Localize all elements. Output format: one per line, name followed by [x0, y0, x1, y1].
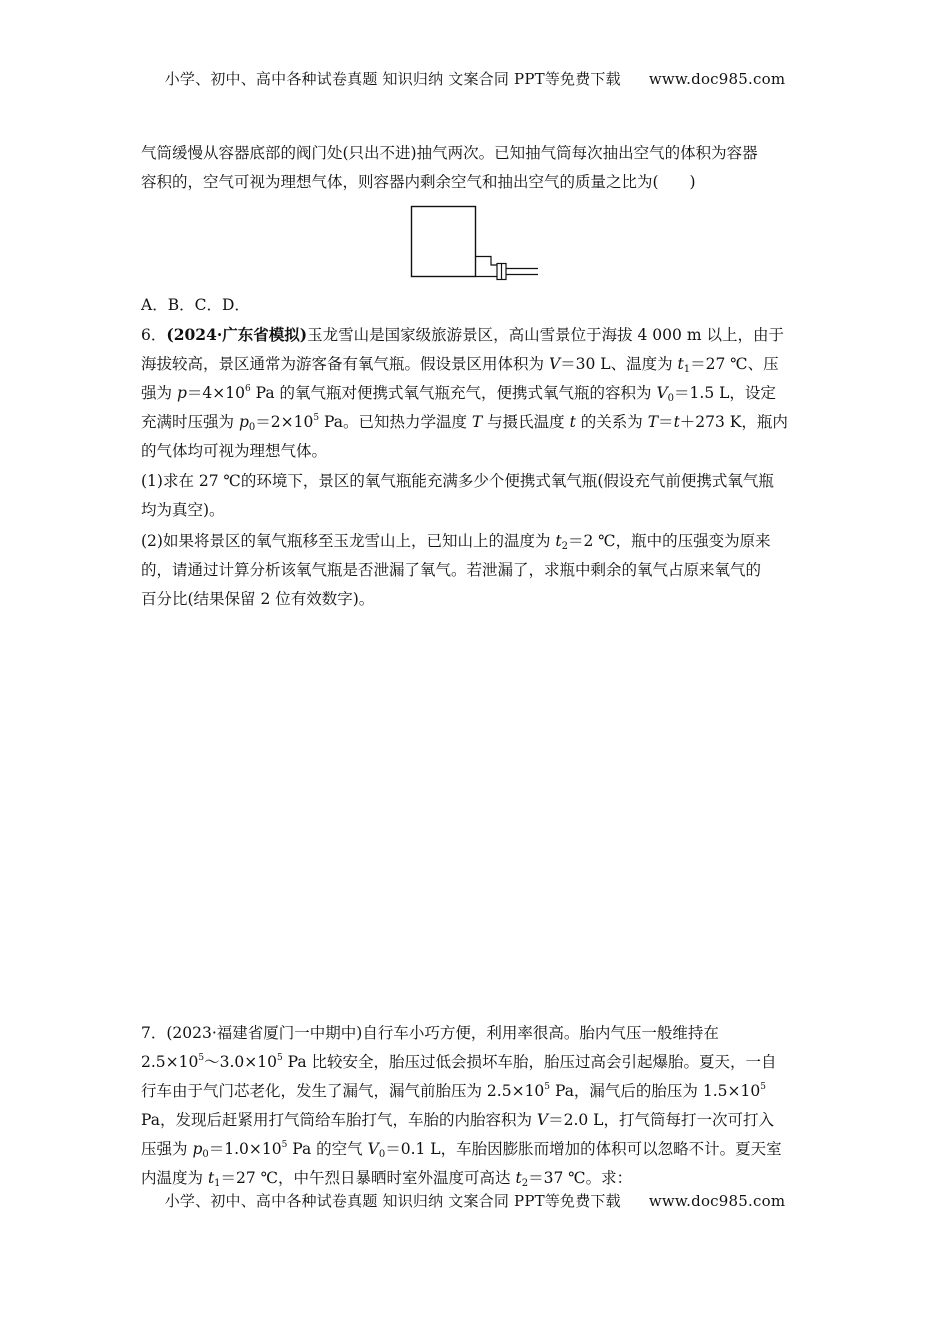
q6-sub2-line2: 的，请通过计算分析该氧气瓶是否泄漏了氧气。若泄漏了，求瓶中剩余的氧气占原来氧气的	[141, 561, 762, 579]
q7-line6: 内温度为 $t_1=27$ ℃，中午烈日暴晒时室外温度可高达 $t_2=37$ ℃。求：	[141, 1169, 633, 1189]
q5-line1: 气筒缓慢从容器底部的阀门处(只出不进)抽气两次。已知抽气筒每次抽出空气的体积为容器	[141, 144, 758, 162]
q6-sub1-line1: (1)求在 27 ℃的环境下，景区的氧气瓶能充满多少个便携式氧气瓶(假设充气前便携式氧气瓶	[141, 472, 774, 490]
q6-line2: 海拔较高，景区通常为游客备有氧气瓶。假设景区用体积为 V＝30 L、温度为 $t_1=27$ ℃、压	[141, 355, 779, 375]
q7-line1	[141, 1019, 813, 1047]
q5-options: A．B．C．D．	[141, 296, 250, 314]
q6-text: 玉龙雪山是国家级旅游景区，高山雪景位于海拔 4 000 m 以上，由于	[307, 326, 784, 344]
page-header	[0, 68, 950, 89]
container-diagram	[405, 200, 545, 282]
q5-line2: 容积的，空气可视为理想气体，则容器内剩余空气和抽出空气的质量之比为( )	[141, 173, 696, 191]
footer-site: www.doc985.com	[648, 1192, 786, 1210]
q6-sub1-line2: 均为真空)。	[141, 501, 225, 519]
q7-line4: Pa，发现后赶紧用打气筒给车胎打气，车胎的内胎容积为 V＝2.0 L，打气筒每打一次可打入	[141, 1111, 774, 1129]
q7-line3: 行车由于气门芯老化，发生了漏气，漏气前胎压为 $2.5\times 10^5$ Pa，漏气后的胎压为 $1.5\times 10^5$	[141, 1082, 766, 1100]
q6-line3: 强为 $p=4\times 10^6$ Pa 的氧气瓶对便携式氧气瓶充气，便携式氧气瓶的容积为 $V_0=1.5$ L，设定	[141, 384, 776, 404]
q6-line1	[141, 321, 813, 349]
q6-sub2-line1: (2)如果将景区的氧气瓶移至玉龙雪山上，已知山上的温度为 $t_2=2$ ℃，瓶中的压强变为原来	[141, 532, 771, 552]
header-text: 小学、初中、高中各种试卷真题 知识归纳 文案合同 PPT等免费下载	[164, 70, 621, 88]
q6-source: (2024·广东省模拟)	[166, 325, 308, 344]
q7-text: 自行车小巧方便，利用率很高。胎内气压一般维持在	[362, 1024, 719, 1042]
header-site: www.doc985.com	[648, 70, 786, 88]
q7-number: 7．	[141, 1024, 167, 1042]
q6-line4: 充满时压强为 $p_0=2\times 10^5$ Pa。已知热力学温度 T 与摄氏温度 t 的关系为 T＝t＋273 K，瓶内	[141, 413, 788, 433]
page-footer	[0, 1190, 950, 1211]
q7-line2: $2.5\times 10^5\sim 3.0\times 10^5$ Pa 比较安全，胎压过低会损坏车胎，胎压过高会引起爆胎。夏天，一自	[141, 1053, 777, 1071]
footer-text: 小学、初中、高中各种试卷真题 知识归纳 文案合同 PPT等免费下载	[164, 1192, 621, 1210]
q6-line5: 的气体均可视为理想气体。	[141, 442, 328, 460]
q6-number: 6．	[141, 326, 167, 344]
q7-line5: 压强为 $p_0=1.0\times 10^5$ Pa 的空气 $V_0=0.1$ L，车胎因膨胀而增加的体积可以忽略不计。夏天室	[141, 1140, 782, 1160]
q6-sub2-line3: 百分比(结果保留 2 位有效数字)。	[141, 590, 375, 608]
q7-source: (2023·福建省厦门一中期中)	[166, 1024, 363, 1042]
